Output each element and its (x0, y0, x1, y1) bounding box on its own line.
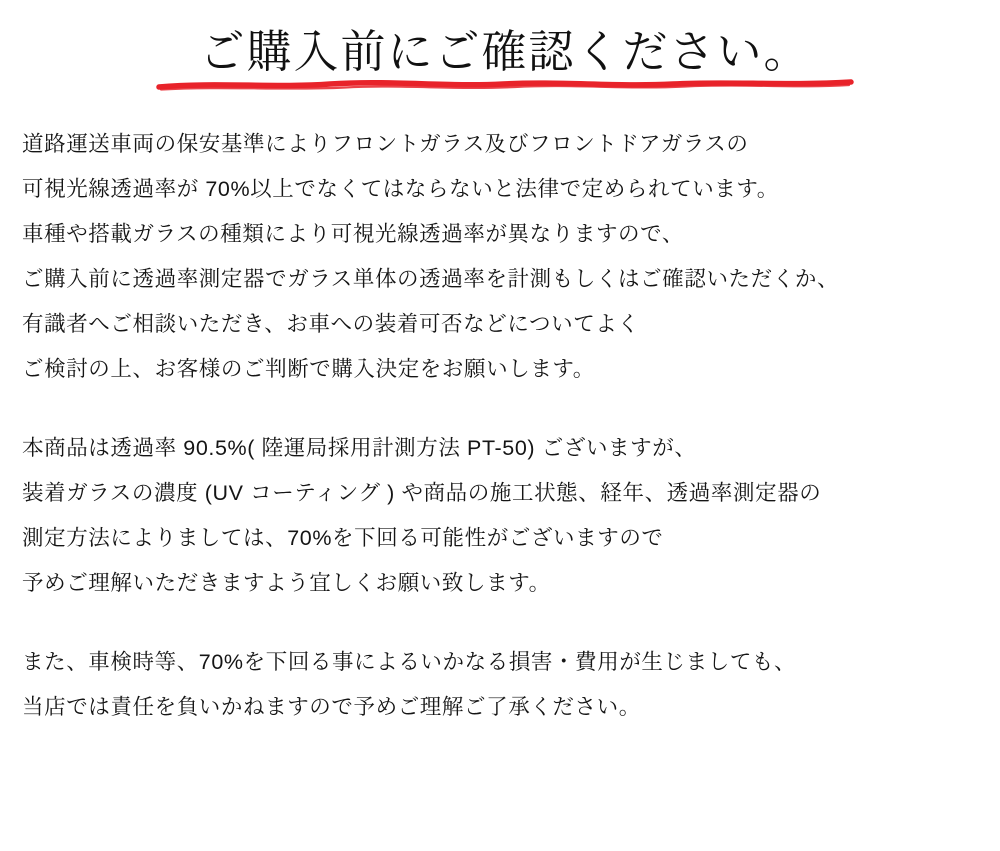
text-line: また、車検時等、70%を下回る事によるいかなる損害・費用が生じましても、 (22, 650, 797, 675)
text-line: 有識者へご相談いただき、お車への装着可否などについてよく (22, 312, 640, 337)
paragraph-disclaimer (22, 640, 1000, 730)
text-line: 本商品は透過率 90.5%( 陸運局採用計測方法 PT-50) ございますが、 (22, 436, 697, 461)
text-line: 可視光線透過率が 70%以上でなくてはならないと法律で定められています。 (22, 177, 779, 202)
body-text (0, 94, 1000, 730)
title-underline (0, 76, 1000, 94)
text-line: 車種や搭載ガラスの種類により可視光線透過率が異なりますので、 (22, 222, 684, 247)
text-line: ご検討の上、お客様のご判断で購入決定をお願いします。 (22, 357, 595, 382)
text-line: 予めご理解いただきますよう宜しくお願い致します。 (22, 571, 551, 596)
text-line: 当店では責任を負いかねますので予めご理解ご了承ください。 (22, 695, 641, 720)
page-title: ご購入前にご確認ください。 (199, 26, 811, 77)
text-line: 装着ガラスの濃度 (UV コーティング ) や商品の施工状態、経年、透過率測定器の (22, 481, 822, 506)
title-block (0, 0, 1000, 94)
text-line: 測定方法によりましては、70%を下回る可能性がございますので (22, 526, 664, 551)
paragraph-product-spec (22, 426, 1000, 606)
text-line: ご購入前に透過率測定器でガラス単体の透過率を計測もしくはご確認いただくか、 (22, 267, 840, 292)
underline-stroke-icon (155, 76, 855, 94)
paragraph-legal-notice (22, 122, 1000, 392)
text-line: 道路運送車両の保安基準によりフロントガラス及びフロントドアガラスの (22, 132, 749, 157)
